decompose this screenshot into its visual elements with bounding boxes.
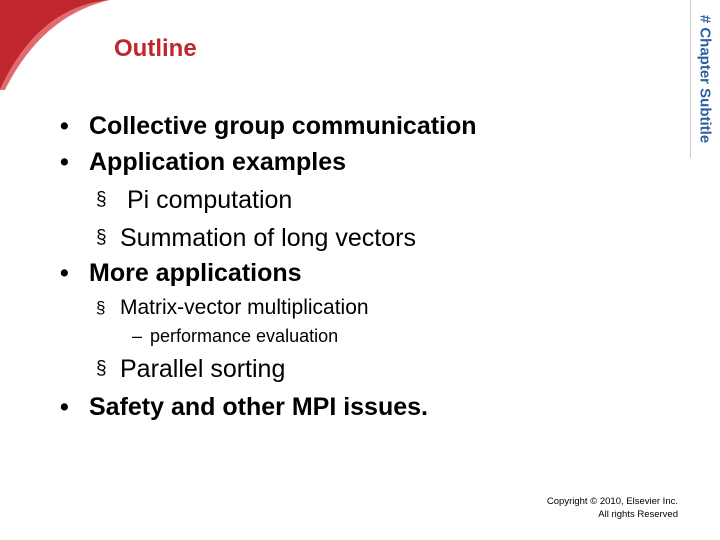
sub-sub-bullet-text: performance evaluation xyxy=(150,326,339,346)
sub-bullet-marker: § xyxy=(96,298,106,317)
bullet-text: Application examples xyxy=(89,148,347,176)
sub-bullet-marker: § xyxy=(96,358,107,379)
sub-bullet-text: Pi computation xyxy=(120,186,293,214)
bullet-marker: • xyxy=(60,112,69,140)
sub-bullet-text: Summation of long vectors xyxy=(120,224,416,252)
rights-line: All rights Reserved xyxy=(598,509,678,520)
sub-bullet-text: Matrix-vector multiplication xyxy=(120,296,369,319)
corner-swoosh-decoration xyxy=(0,0,110,90)
copyright-notice xyxy=(547,495,678,521)
sub-bullet-marker: § xyxy=(96,227,107,248)
chapter-subtitle-label: # Chapter Subtitle xyxy=(696,14,714,144)
slide-title: Outline xyxy=(114,35,197,62)
bullet-marker: • xyxy=(60,259,69,287)
sub-bullet-text: Parallel sorting xyxy=(120,355,286,383)
bullet-marker: • xyxy=(60,148,69,176)
bullet-text: Collective group communication xyxy=(89,112,477,140)
sub-sub-bullet-marker: – xyxy=(132,326,143,346)
copyright-line: Copyright © 2010, Elsevier Inc. xyxy=(546,496,678,507)
bullet-text: More applications xyxy=(89,259,302,287)
sub-bullet-marker: § xyxy=(96,189,107,210)
bullet-text: Safety and other MPI issues. xyxy=(89,393,428,421)
bullet-marker: • xyxy=(60,393,69,421)
